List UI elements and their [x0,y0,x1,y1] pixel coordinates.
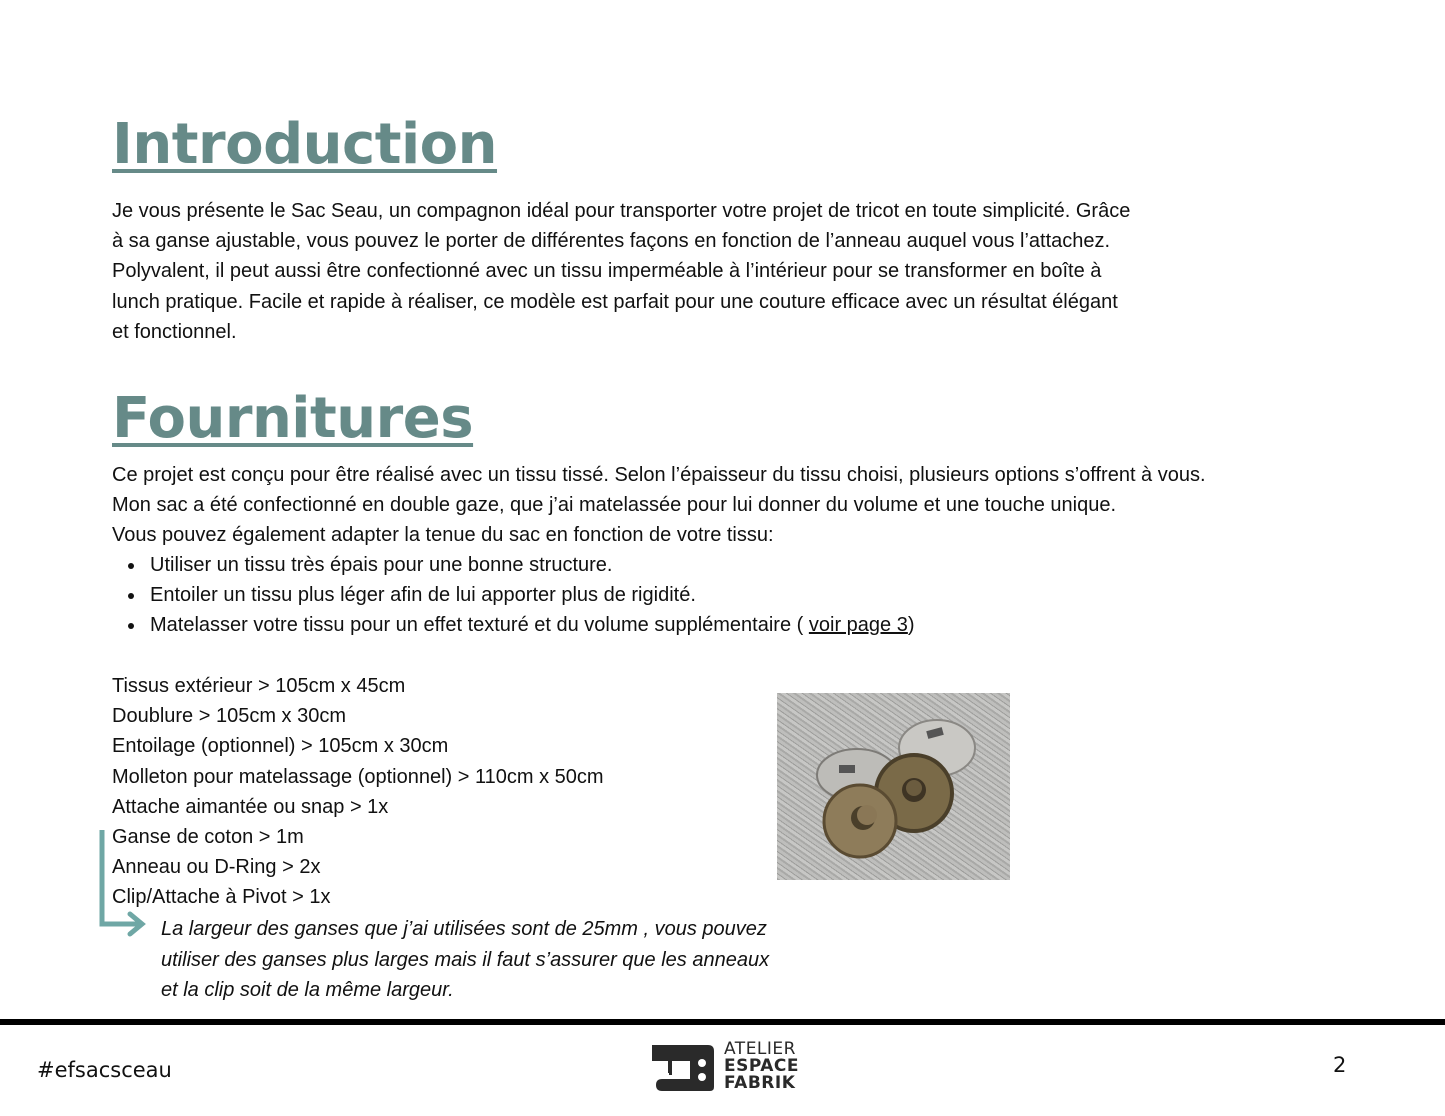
note-line: et la clip soit de la même largeur. [161,979,454,1001]
page-number: 2 [1333,1053,1347,1077]
list-item-text: Matelasser votre tissu pour un effet texturé et du volume supplémentaire ( [150,614,804,637]
logo-line: ESPACE [724,1055,800,1076]
supply-item: Attache aimantée ou snap > 1x [112,795,389,818]
text-line: à sa ganse ajustable, vous pouvez le porter de différentes façons en fonction de l’anneau auquel vous l’attachez. [112,230,1111,253]
magnetic-snap-illustration [777,693,1010,880]
note-line: utiliser des ganses plus larges mais il faut s’assurer que les anneaux [161,948,770,971]
logo-line: FABRIK [724,1072,796,1093]
supplies-list [112,671,604,913]
atelier-espace-fabrik-logo [650,1039,799,1093]
voir-page-3-link[interactable]: voir page 3 [808,614,908,637]
text-line: et fonctionnel. [112,320,237,343]
magnetic-snap-photo [777,693,1010,880]
supply-item: Ganse de coton > 1m [112,826,304,849]
text-line: Vous pouvez également adapter la tenue du sac en fonction de votre tissu: [112,524,774,547]
fournitures-paragraph [112,460,1332,551]
list-item [112,550,915,580]
introduction-paragraph [112,196,1232,347]
footer-hashtag: #efsacsceau [37,1058,172,1082]
supply-item: Clip/Attache à Pivot > 1x [112,886,331,909]
list-item-text: Entoiler un tissu plus léger afin de lui apporter plus de rigidité. [150,584,696,607]
list-item-text: ) [907,614,915,637]
text-line: Polyvalent, il peut aussi être confectionné avec un tissu imperméable à l’intérieur pour se transformer en boîte à [112,260,1102,283]
ganse-width-note [161,914,841,1006]
sewing-machine-icon [650,1039,716,1093]
bullet-icon [128,563,134,569]
text-line: Ce projet est conçu pour être réalisé avec un tissu tissé. Selon l’épaisseur du tissu choisi, plusieurs options s’offrent à vous. [112,464,1206,486]
introduction-heading: Introduction [112,112,498,177]
note-line: La largeur des ganses que j’ai utilisées sont de 25mm , vous pouvez [161,918,767,940]
text-line: Mon sac a été confectionné en double gaze, que j’ai matelassée pour lui donner du volume et une touche unique. [112,494,1117,517]
footer-divider [0,1019,1445,1025]
fabric-options-list [112,550,915,641]
supply-item: Doublure > 105cm x 30cm [112,705,347,728]
logo-wordmark [724,1038,800,1093]
logo-line: ATELIER [724,1038,796,1059]
supply-item: Molleton pour matelassage (optionnel) > 110cm x 50cm [112,765,604,788]
fournitures-heading: Fournitures [112,386,474,451]
bullet-icon [128,623,134,629]
list-item-text: Utiliser un tissu très épais pour une bonne structure. [150,554,613,576]
list-item [112,580,915,610]
list-item [112,610,915,640]
corner-arrow-icon [96,828,148,938]
text-line: Je vous présente le Sac Seau, un compagnon idéal pour transporter votre projet de tricot en toute simplicité. Grâce [112,200,1131,222]
supply-item: Anneau ou D-Ring > 2x [112,856,321,879]
supply-item: Entoilage (optionnel) > 105cm x 30cm [112,735,449,758]
bullet-icon [128,593,134,599]
text-line: lunch pratique. Facile et rapide à réaliser, ce modèle est parfait pour une couture efficace avec un résultat élégant [112,290,1118,313]
supply-item: Tissus extérieur > 105cm x 45cm [112,675,406,697]
